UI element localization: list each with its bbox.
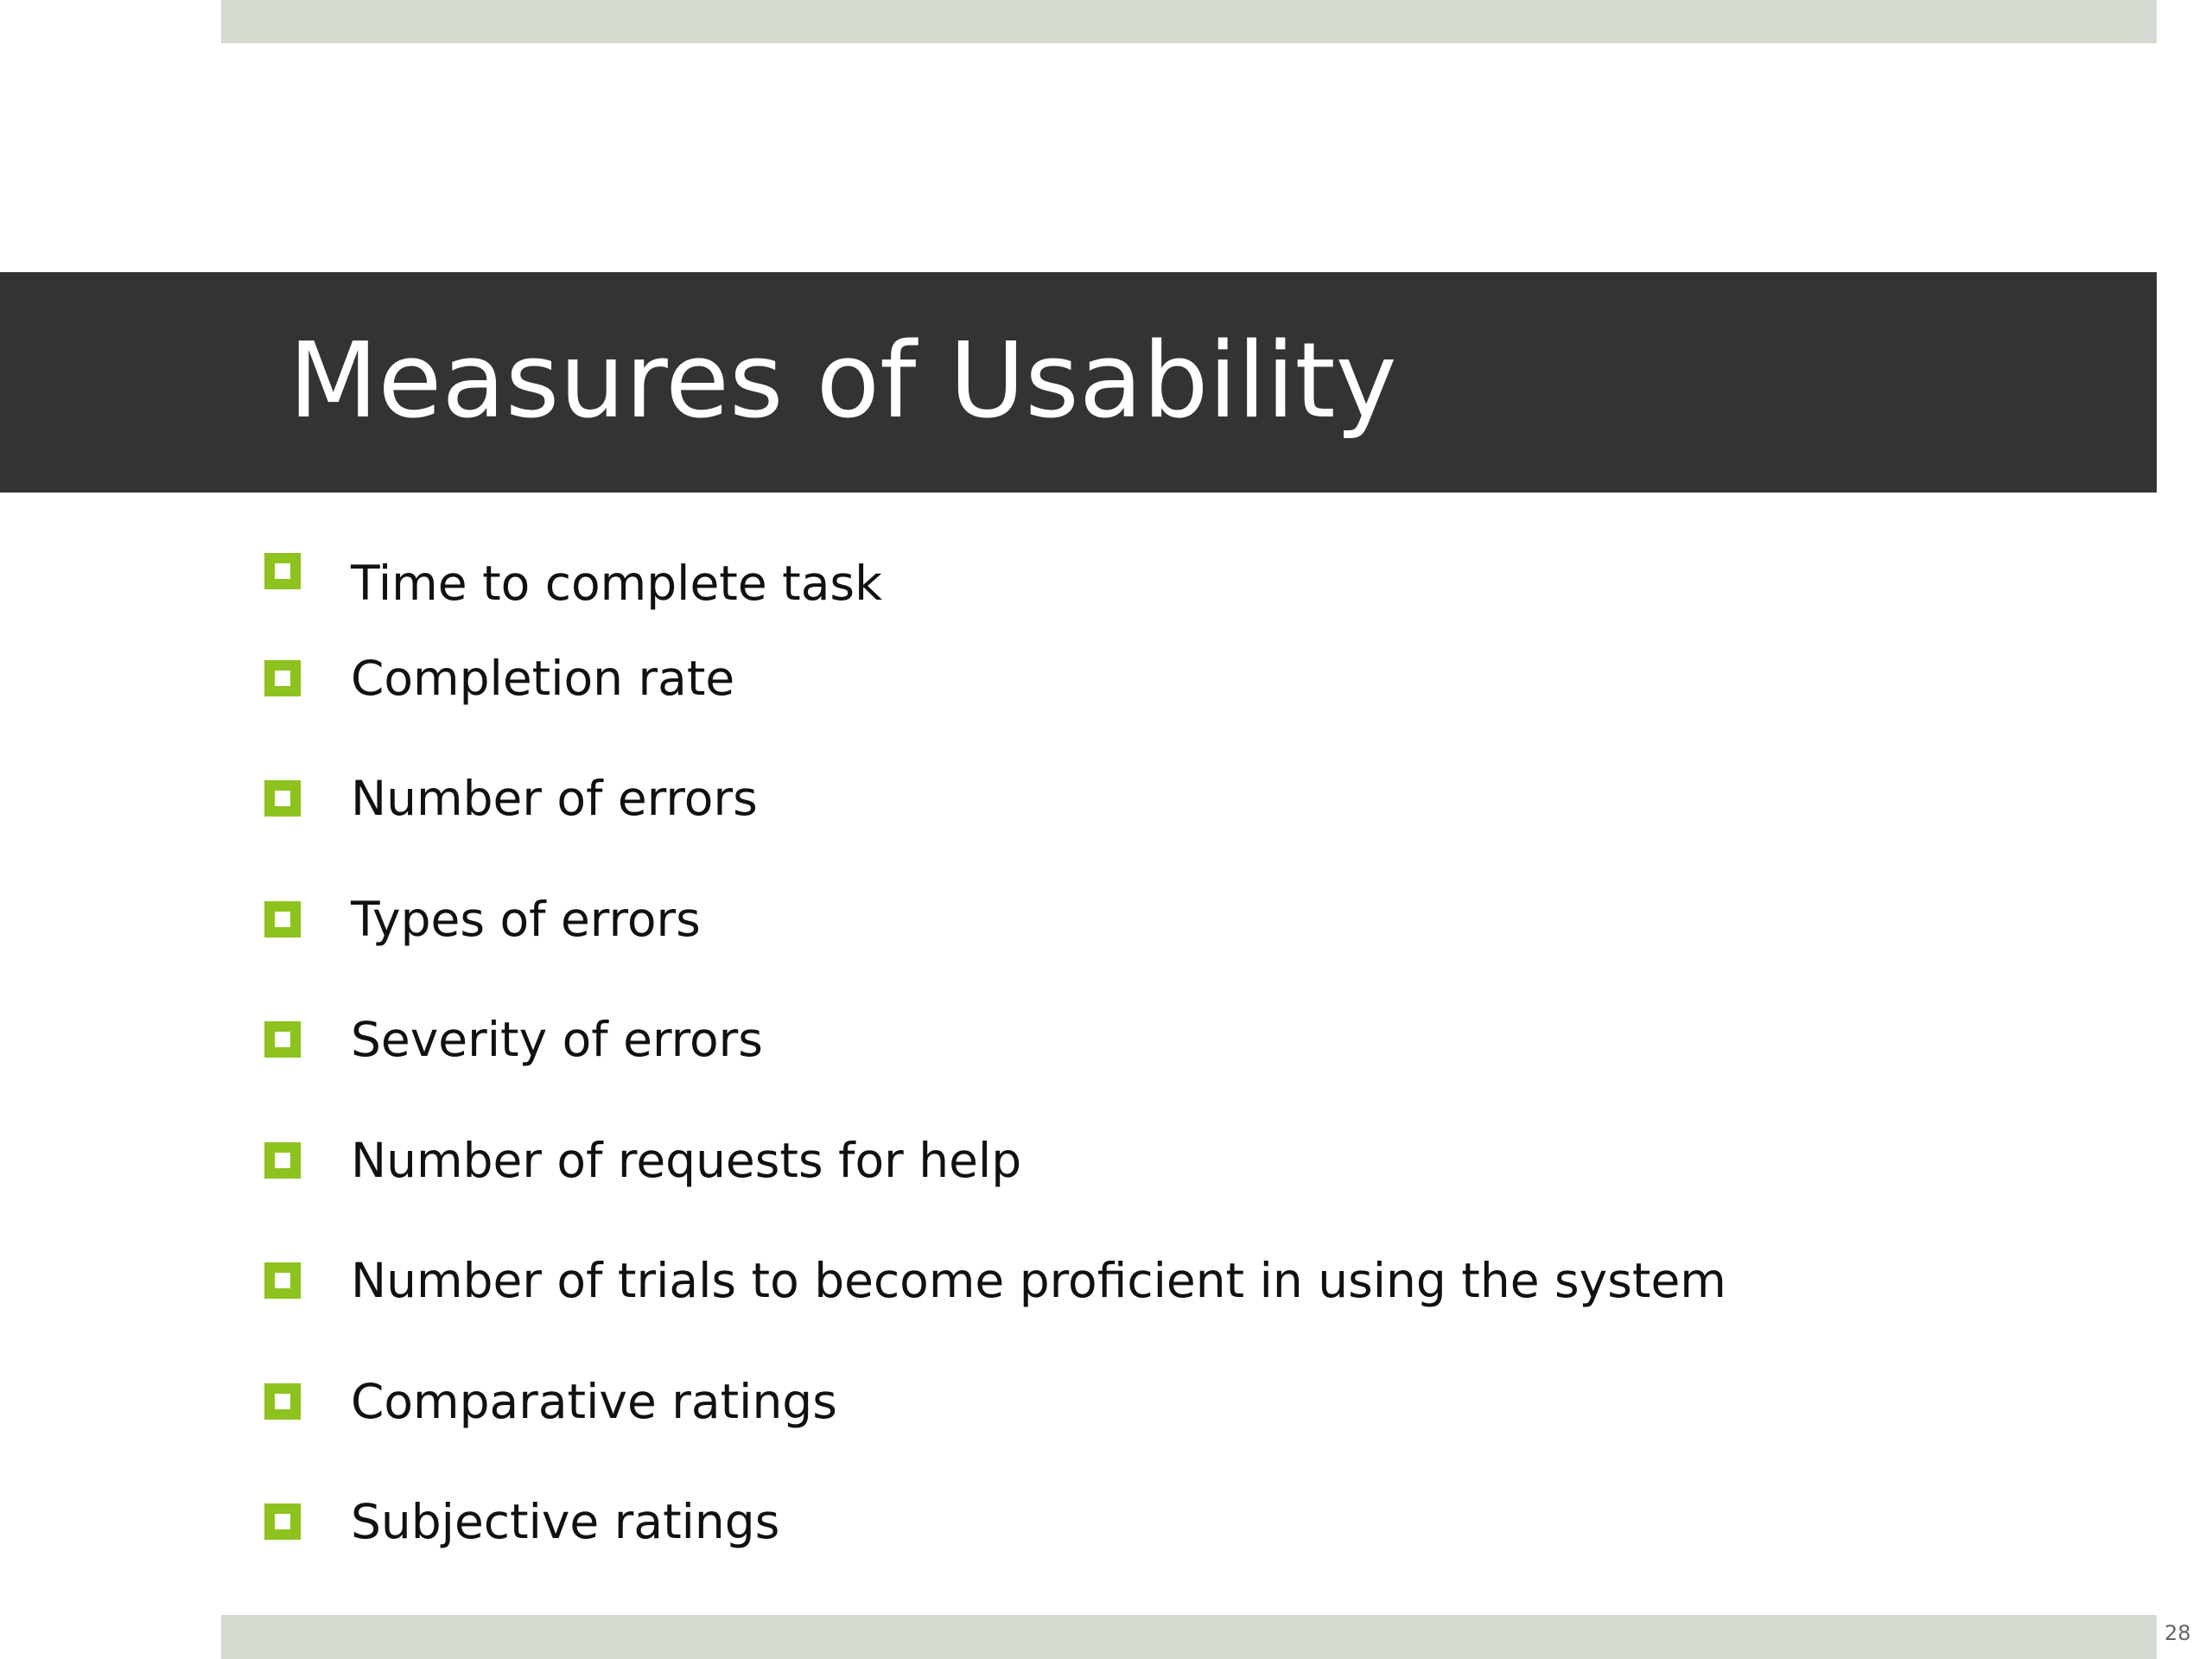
square-bullet-icon — [264, 1262, 301, 1299]
page-number: 28 — [2164, 1621, 2191, 1645]
square-bullet-icon — [264, 1021, 301, 1058]
list-item — [264, 1100, 1726, 1221]
square-bullet-icon — [264, 901, 301, 938]
list-item — [264, 1221, 1726, 1342]
list-item — [264, 980, 1726, 1101]
list-item — [264, 739, 1726, 860]
bullet-text: Comparative ratings — [351, 1373, 837, 1429]
list-item — [264, 859, 1726, 980]
square-bullet-icon — [264, 1383, 301, 1420]
list-item — [264, 1462, 1726, 1583]
list-item — [264, 618, 1726, 739]
bullet-text: Number of requests for help — [351, 1132, 1022, 1188]
bullet-text: Number of errors — [351, 771, 758, 827]
bottom-accent-band — [221, 1615, 2157, 1659]
list-item — [264, 1341, 1726, 1462]
bullet-text: Severity of errors — [351, 1012, 763, 1068]
top-accent-band — [221, 0, 2157, 43]
slide-title: Measures of Usability — [289, 321, 1397, 442]
bullet-list — [264, 536, 1726, 1582]
square-bullet-icon — [264, 553, 301, 589]
square-bullet-icon — [264, 660, 301, 696]
square-bullet-icon — [264, 780, 301, 817]
bullet-text: Subjective ratings — [351, 1494, 780, 1550]
bullet-text: Completion rate — [351, 650, 735, 706]
bullet-text: Number of trials to become proficient in using the system — [351, 1253, 1726, 1309]
list-item — [264, 536, 1726, 618]
square-bullet-icon — [264, 1503, 301, 1540]
bullet-text: Time to complete task — [351, 556, 882, 611]
square-bullet-icon — [264, 1142, 301, 1179]
bullet-text: Types of errors — [351, 891, 701, 947]
